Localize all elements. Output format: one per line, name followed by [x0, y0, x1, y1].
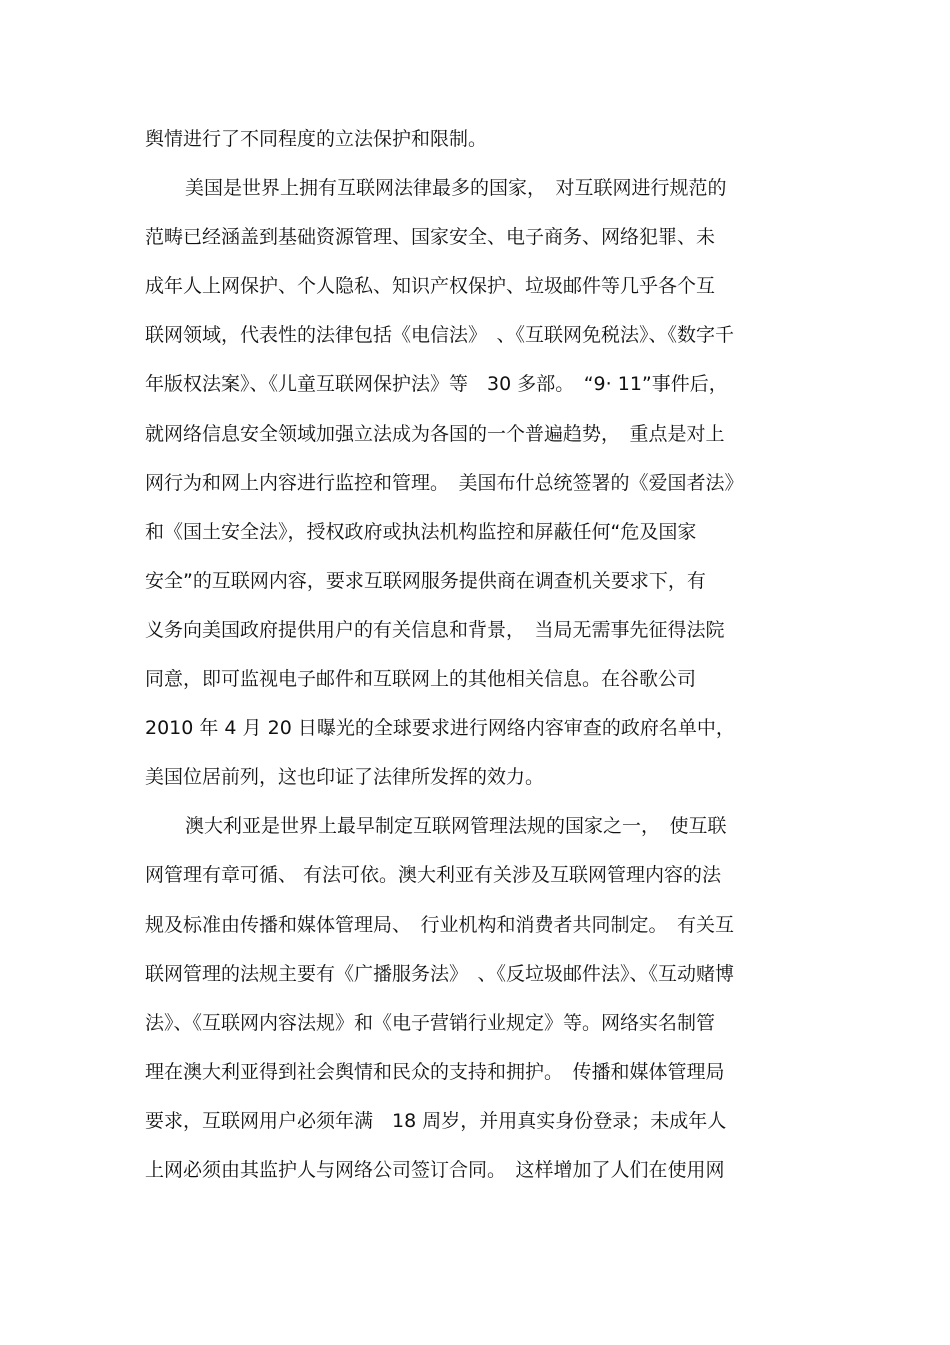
text-line: 法》、《互联网内容法规》和《电子营销行业规定》等。网络实名制管 — [145, 1011, 716, 1034]
text-line: 范畴已经涵盖到基础资源管理、国家安全、电子商务、网络犯罪、未 — [145, 226, 716, 249]
text-line: 理在澳大利亚得到社会舆情和民众的支持和拥护。 传播和媒体管理局 — [145, 1060, 725, 1083]
text-line: 和《国土安全法》，授权政府或执法机构监控和屏蔽任何“危及国家 — [145, 520, 697, 543]
text-line: 同意，即可监视电子邮件和互联网上的其他相关信息。在谷歌公司 — [145, 668, 697, 691]
text-line: 联网管理的法规主要有《广播服务法》 、《反垃圾邮件法》、《互动赌博 — [145, 962, 735, 985]
text-line: 网管理有章可循、 有法可依。澳大利亚有关涉及互联网管理内容的法 — [145, 864, 722, 887]
text-line: 舆情进行了不同程度的立法保护和限制。 — [145, 128, 488, 150]
text-line: 就网络信息安全领域加强立法成为各国的一个普遍趋势， 重点是对上 — [145, 422, 725, 445]
text-line: 成年人上网保护、个人隐私、知识产权保护、垃圾邮件等几乎各个互 — [145, 275, 716, 298]
text-line: 网行为和网上内容进行监控和管理。 美国布什总统签署的《爱国者法》 — [145, 471, 744, 494]
text-line: 年版权法案》、《儿童互联网保护法》等 30 多部。 “9· 11”事件后， — [145, 373, 728, 396]
text-line: 美国位居前列，这也印证了法律所发挥的效力。 — [145, 766, 545, 789]
body-text — [145, 120, 815, 1200]
text-line: 上网必须由其监护人与网络公司签订合同。 这样增加了人们在使用网 — [145, 1158, 725, 1181]
text-line: 2010 年 4 月 20 日曝光的全球要求进行网络内容审查的政府名单中， — [145, 717, 735, 740]
text-line: 规及标准由传播和媒体管理局、 行业机构和消费者共同制定。 有关互 — [145, 913, 735, 936]
text-line: 联网领域，代表性的法律包括《电信法》 、《互联网免税法》、《数字千 — [145, 324, 735, 347]
text-line: 要求，互联网用户必须年满 18 周岁，并用真实身份登录；未成年人 — [145, 1109, 727, 1132]
text-line: 澳大利亚是世界上最早制定互联网管理法规的国家之一， 使互联 — [185, 815, 727, 838]
text-line: 安全”的互联网内容，要求互联网服务提供商在调查机关要求下，有 — [145, 569, 706, 592]
text-line: 义务向美国政府提供用户的有关信息和背景， 当局无需事先征得法院 — [145, 618, 725, 641]
text-line: 美国是世界上拥有互联网法律最多的国家， 对互联网进行规范的 — [185, 177, 727, 200]
